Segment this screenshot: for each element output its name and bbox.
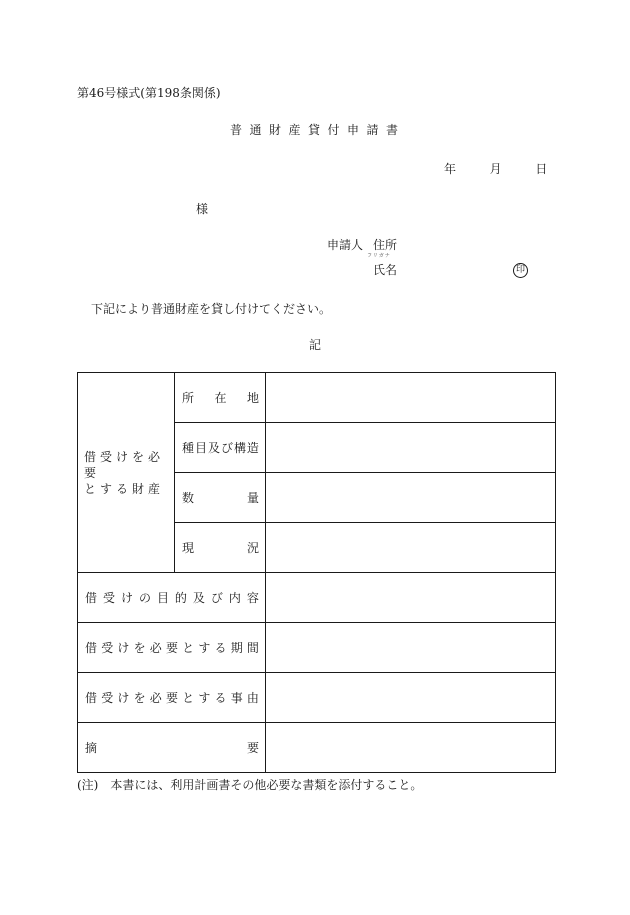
ki-heading: 記 [309, 338, 322, 352]
seal-icon: 印 [513, 263, 528, 278]
condition-label: 現 況 [182, 541, 259, 555]
table-row [78, 373, 556, 423]
condition-label-cell [175, 523, 266, 573]
location-label: 所 在 地 [182, 391, 259, 405]
request-text: 下記により普通財産を貸し付けてください。 [91, 302, 332, 316]
period-label: 借 受 け を 必 要 と す る 期 間 [85, 641, 259, 655]
year-label: 年 [444, 162, 457, 176]
quantity-label-cell [175, 473, 266, 523]
addressee-suffix: 様 [196, 202, 209, 216]
seal-mark [513, 261, 528, 278]
reason-label: 借 受 け を 必 要 と す る 事 由 [85, 691, 259, 705]
table-row [78, 623, 556, 673]
purpose-label: 借 受 け の 目 的 及 び 内 容 [85, 591, 259, 605]
reason-value-field[interactable] [266, 673, 556, 723]
category-line: とする財産 [84, 481, 165, 496]
location-value-field[interactable] [266, 373, 556, 423]
table-row [78, 573, 556, 623]
month-label: 月 [489, 162, 502, 176]
name-label: 氏名 [373, 263, 398, 277]
period-value-field[interactable] [266, 623, 556, 673]
type-structure-value-field[interactable] [266, 423, 556, 473]
footnote: (注) 本書には、利用計画書その他必要な書類を添付すること。 [77, 778, 423, 792]
address-label: 住所 [373, 238, 398, 252]
type-structure-label-cell [175, 423, 266, 473]
reason-label-cell [78, 673, 266, 723]
table-row [78, 723, 556, 773]
purpose-label-cell [78, 573, 266, 623]
location-label-cell [175, 373, 266, 423]
date-line [444, 160, 547, 177]
furigana-label: フリガナ [367, 253, 391, 259]
period-label-cell [78, 623, 266, 673]
category-line: 借受けを必要 [84, 449, 165, 480]
purpose-value-field[interactable] [266, 573, 556, 623]
applicant-label: 申請人 [327, 238, 364, 252]
quantity-label: 数 量 [182, 491, 259, 505]
type-structure-label: 種 目 及 び 構 造 [182, 441, 259, 455]
remarks-label-cell [78, 723, 266, 773]
quantity-value-field[interactable] [266, 473, 556, 523]
condition-value-field[interactable] [266, 523, 556, 573]
day-label: 日 [535, 162, 548, 176]
document-title: 普通財産貸付申請書 [230, 123, 406, 137]
remarks-label: 摘 要 [85, 741, 259, 755]
property-category-cell [78, 373, 175, 573]
application-table [77, 372, 556, 773]
remarks-value-field[interactable] [266, 723, 556, 773]
form-number: 第46号様式(第198条関係) [77, 86, 221, 100]
table-row [78, 673, 556, 723]
